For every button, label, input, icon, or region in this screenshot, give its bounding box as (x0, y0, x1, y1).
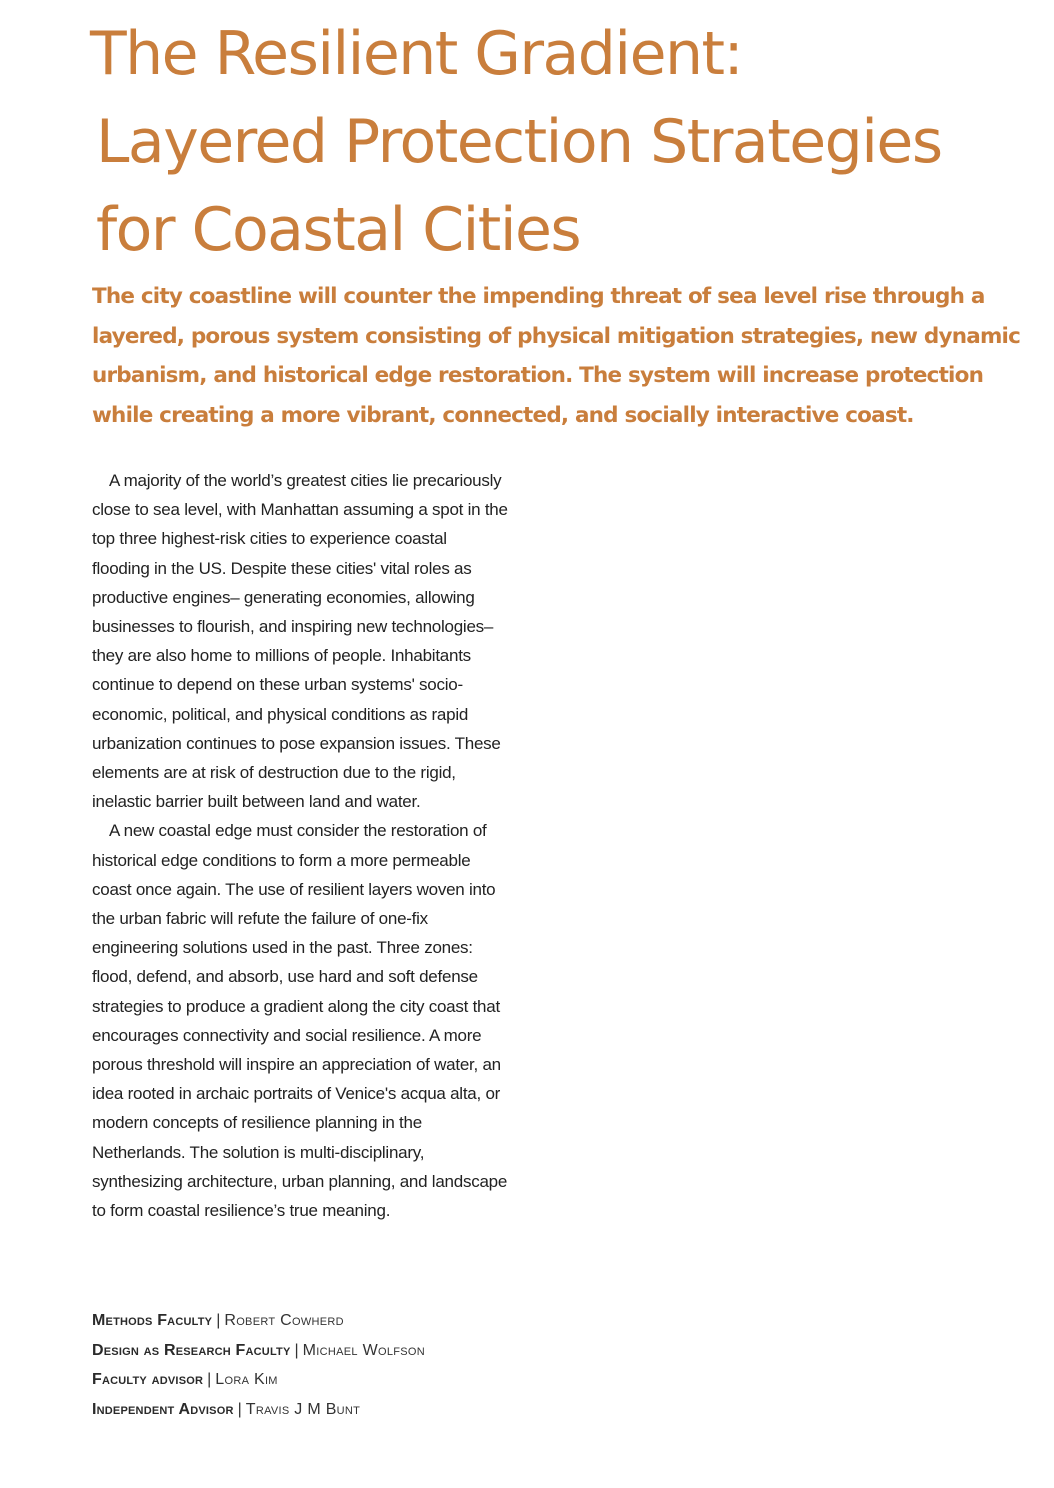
body-line: flood, defend, and absorb, use hard and soft defense (92, 967, 478, 987)
body-line: porous threshold will inspire an appreciation of water, an (92, 1055, 501, 1075)
body-line: encourages connectivity and social resilience. A more (92, 1025, 482, 1045)
body-line: productive engines– generating economies, allowing (92, 587, 475, 607)
body-line: businesses to flourish, and inspiring new technologies– (92, 617, 494, 637)
body-line: close to sea level, with Manhattan assuming a spot in the (92, 500, 508, 520)
body-line: they are also home to millions of people. Inhabitants (92, 646, 471, 666)
body-line: engineering solutions used in the past. Three zones: (92, 938, 473, 958)
credit-name: Travis J M Bunt (245, 1400, 361, 1418)
credit-role: Methods Faculty (92, 1312, 213, 1329)
credit-name: Robert Cowherd (224, 1312, 344, 1329)
body-line: top three highest-risk cities to experience coastal (92, 529, 447, 549)
credit-role: Independent Advisor (92, 1400, 234, 1418)
body-line: historical edge conditions to form a more permeable (92, 850, 471, 870)
body-line: modern concepts of resilience planning in the (92, 1113, 422, 1133)
subtitle-line: urbanism, and historical edge restoration. The system will increase protection (92, 363, 984, 389)
body-line: economic, political, and physical conditions as rapid (92, 704, 469, 724)
body-line: urbanization continues to pose expansion issues. These (92, 733, 501, 753)
subtitle-line: The city coastline will counter the impending threat of sea level rise through a (92, 284, 985, 309)
body-line: continue to depend on these urban systems' socio- (92, 675, 463, 695)
body-line: synthesizing architecture, urban planning, and landscape (92, 1171, 508, 1191)
body-line: the urban fabric will refute the failure of one-fix (92, 909, 428, 929)
page-title (90, 10, 942, 274)
title-line: Layered Protection Strategies (96, 107, 942, 177)
body-line: A new coastal edge must consider the restoration of (109, 821, 487, 841)
body-line: A majority of the world’s greatest cities lie precariously (109, 471, 502, 490)
subtitle-line: layered, porous system consisting of physical mitigation strategies, new dynamic (92, 323, 1021, 349)
credits (92, 1306, 425, 1424)
subtitle (92, 277, 1042, 436)
credit-role: Design as Research Faculty (92, 1341, 291, 1359)
credit-methods-faculty (92, 1306, 425, 1336)
credit-separator: | (294, 1341, 299, 1359)
credit-faculty-advisor (92, 1365, 425, 1395)
credit-separator: | (237, 1400, 242, 1418)
body-line: to form coastal resilience’s true meaning. (92, 1201, 391, 1221)
body-line: idea rooted in archaic portraits of Venice's acqua alta, or (92, 1084, 501, 1104)
body-line: coast once again. The use of resilient layers woven into (92, 879, 496, 899)
subtitle-line: while creating a more vibrant, connected, and socially interactive coast. (92, 403, 914, 429)
credit-separator: | (207, 1371, 212, 1388)
credit-role: Faculty advisor (92, 1371, 204, 1388)
credit-independent-advisor (92, 1395, 425, 1425)
body-line: flooding in the US. Despite these cities' vital roles as (92, 558, 472, 578)
body-line: inelastic barrier built between land and water. (92, 792, 421, 812)
title-line: for Coastal Cities (96, 195, 581, 265)
credit-design-research-faculty (92, 1336, 425, 1366)
body-text (92, 466, 562, 1225)
body-line: Netherlands. The solution is multi-disciplinary, (92, 1142, 425, 1162)
body-line: elements are at risk of destruction due to the rigid, (92, 763, 456, 783)
title-line: The Resilient Gradient: (90, 19, 743, 89)
credit-name: Michael Wolfson (302, 1341, 426, 1359)
body-line: strategies to produce a gradient along the city coast that (92, 996, 500, 1016)
credit-separator: | (216, 1312, 221, 1329)
credit-name: Lora Kim (215, 1371, 278, 1388)
